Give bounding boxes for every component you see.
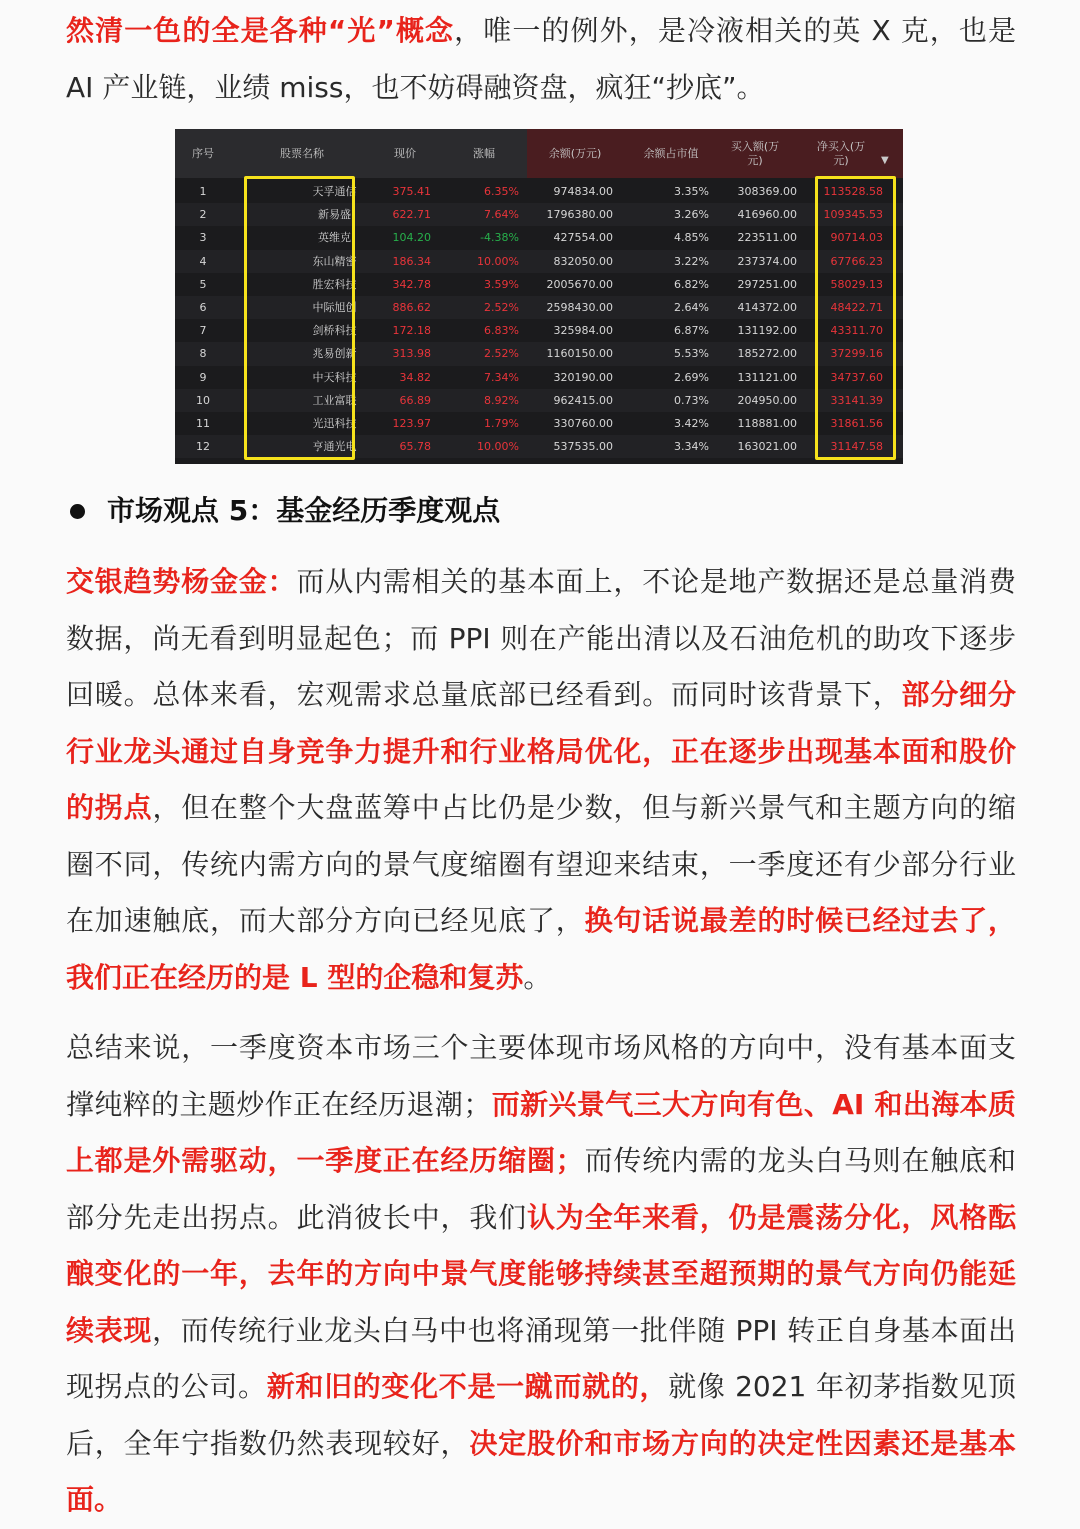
table-cell: 6.87% — [674, 324, 709, 338]
table-cell: 8 — [199, 347, 207, 361]
table-cell: 兆易创新 — [312, 347, 357, 361]
heading-text: 市场观点 5：基金经历季度观点 — [107, 494, 501, 527]
table-cell: 90714.03 — [830, 231, 883, 245]
table-cell: 10.00% — [477, 254, 519, 268]
table-header-cell[interactable]: 余额占市值 — [643, 146, 699, 160]
table-cell: 123.97 — [392, 417, 431, 430]
table-cell: 7.34% — [484, 370, 519, 384]
table-cell: 8.92% — [484, 393, 519, 407]
table-cell: 65.78 — [399, 440, 431, 454]
table-cell: 5.53% — [674, 347, 709, 361]
table-cell: 3 — [199, 231, 207, 245]
table-cell: 34.82 — [399, 370, 431, 384]
table-cell: 中际旭创 — [312, 301, 357, 314]
table-cell: 3.59% — [484, 277, 519, 291]
table-cell: 962415.00 — [553, 393, 613, 407]
table-cell: 1796380.00 — [546, 208, 613, 222]
net-buy-column-highlight-box — [815, 176, 896, 460]
table-cell: 109345.53 — [823, 208, 883, 222]
sort-desc-icon[interactable]: ▼ — [881, 155, 889, 166]
table-cell: 1160150.00 — [546, 347, 613, 361]
table-cell: 3.26% — [674, 208, 709, 222]
table-cell: 537535.00 — [553, 440, 613, 454]
table-cell: 11 — [196, 417, 210, 430]
table-cell: 375.41 — [392, 185, 431, 198]
body-text: 总结来说，一季度资本市场三个主要体现市场风格的方向中，没有基本面支撑纯粹的主题炒作正在经历退潮； — [66, 1031, 1016, 1121]
section-heading — [66, 486, 500, 536]
table-cell: 3.35% — [674, 185, 709, 198]
table-cell: 427554.00 — [553, 231, 613, 245]
intro-text: ，唯一的例外，是冷液相关的英 X 克，也是 AI 产业链，业绩 miss，也不妨碍融资盘，疯狂“抄底”。 — [66, 14, 1016, 104]
table-cell: 832050.00 — [553, 254, 613, 268]
table-cell: 66.89 — [399, 393, 431, 407]
table-header-cell[interactable]: 余额(万元) — [548, 146, 602, 160]
table-cell: 297251.00 — [737, 277, 797, 291]
table-cell: 1.79% — [484, 417, 519, 430]
table-header-cell[interactable]: 买入额(万元) — [730, 139, 780, 167]
table-cell: 新易盛 — [318, 208, 351, 222]
highlight-text: 交银趋势杨金金： — [66, 565, 297, 598]
table-cell: 剑桥科技 — [312, 324, 357, 338]
table-cell: 622.71 — [392, 208, 431, 222]
table-cell: 237374.00 — [737, 254, 797, 268]
table-cell: 3.22% — [674, 254, 709, 268]
table-cell: 131121.00 — [737, 370, 797, 384]
body-text: ，但在整个大盘蓝筹中占比仍是少数，但与新兴景气和主题方向的缩圈不同，传统内需方向的景气度缩圈有望迎来结束，一季度还有少部分行业在加速触底，而大部分方向已经见底了， — [66, 791, 1016, 937]
table-cell: 工业富联 — [312, 393, 357, 407]
table-cell: 1 — [199, 185, 207, 198]
table-cell: 2.69% — [674, 370, 709, 384]
table-cell: 163021.00 — [737, 440, 797, 454]
table-cell: 2.64% — [674, 301, 709, 314]
table-header-cell[interactable]: 涨幅 — [473, 146, 495, 160]
table-cell: 7.64% — [484, 208, 519, 222]
table-cell: 33141.39 — [830, 393, 883, 407]
table-cell: 2005670.00 — [546, 277, 613, 291]
summary-paragraph — [66, 1020, 1016, 1529]
table-cell: 325984.00 — [553, 324, 613, 338]
table-cell: 113528.58 — [823, 185, 883, 198]
table-cell: 胜宏科技 — [312, 277, 357, 291]
table-cell: 0.73% — [674, 393, 709, 407]
table-cell: 118881.00 — [737, 417, 797, 430]
table-cell: 中天科技 — [312, 370, 357, 384]
table-cell: 186.34 — [392, 254, 431, 268]
table-cell: 光迅科技 — [312, 417, 357, 430]
highlight-text: 决定股价和市场方向的决定性因素还是基本面。 — [66, 1426, 1016, 1516]
table-cell: 48422.71 — [830, 301, 883, 314]
highlight-text: 新和旧的变化不是一蹴而就的， — [266, 1370, 669, 1403]
table-header-cell[interactable]: 序号 — [192, 146, 214, 160]
table-cell: 37299.16 — [830, 347, 883, 361]
table-header-cell[interactable]: 现价 — [394, 146, 416, 160]
table-cell: 204950.00 — [737, 393, 797, 407]
table-cell: 185272.00 — [737, 347, 797, 361]
table-cell: 2.52% — [484, 301, 519, 314]
intro-highlight: 然清一色的全是各种“光”概念 — [66, 14, 455, 47]
body-text: ，而传统行业龙头白马中也将涌现第一批伴随 PPI 转正自身基本面出现拐点的公司。 — [66, 1313, 1016, 1403]
table-cell: 10 — [196, 393, 210, 407]
table-cell: 974834.00 — [553, 185, 613, 198]
table-cell: 886.62 — [392, 301, 431, 314]
body-text: 。 — [523, 960, 552, 994]
table-header-cell[interactable]: 股票名称 — [280, 146, 324, 160]
table-cell: 172.18 — [392, 324, 431, 338]
highlight-text: 换句话说最差的时候已经过去了，我们正在经历的是 L 型的企稳和复苏 — [66, 904, 1016, 994]
table-cell: 9 — [199, 370, 207, 384]
table-cell: 10.00% — [477, 440, 519, 454]
table-cell: 342.78 — [392, 277, 431, 291]
table-cell: 3.34% — [674, 440, 709, 454]
table-cell: 313.98 — [392, 347, 431, 361]
table-cell: 308369.00 — [737, 185, 797, 198]
table-cell: 414372.00 — [737, 301, 797, 314]
body-text: 而传统内需的龙头白马则在触底和部分先走出拐点。此消彼长中，我们 — [66, 1144, 1016, 1234]
table-cell: 5 — [199, 277, 207, 291]
table-cell: 3.42% — [674, 417, 709, 430]
table-cell: 7 — [199, 324, 207, 338]
table-cell: 104.20 — [392, 231, 431, 245]
table-cell: 2598430.00 — [546, 301, 613, 314]
highlight-text: 而新兴景气三大方向有色、AI 和出海本质上都是外需驱动，一季度正在经历缩圈； — [66, 1087, 1016, 1177]
table-cell: 2 — [199, 208, 207, 222]
intro-paragraph — [66, 3, 1016, 116]
highlight-text: 认为全年来看，仍是震荡分化，风格酝酿变化的一年，去年的方向中景气度能够持续甚至超预期的景气方向仍能延续表现 — [66, 1200, 1016, 1347]
body-text: 而从内需相关的基本面上，不论是地产数据还是总量消费数据，尚无看到明显起色；而 PPI 则在产能出清以及石油危机的助攻下逐步回暖。总体来看，宏观需求总量底部已经看到。而同时该背景下， — [66, 565, 1016, 711]
body-text: 就像 2021 年初茅指数见顶后，全年宁指数仍然表现较好， — [66, 1370, 1016, 1460]
fund-manager-view-paragraph — [66, 554, 1016, 1006]
highlight-text: 部分细分行业龙头通过自身竞争力提升和行业格局优化，正在逐步出现基本面和股价的拐点 — [66, 678, 1016, 824]
table-cell: 4.85% — [674, 231, 709, 245]
table-cell: 43311.70 — [830, 324, 883, 338]
table-cell: 东山精密 — [312, 254, 357, 268]
table-cell: 6.83% — [484, 324, 519, 338]
margin-financing-table — [175, 129, 903, 464]
table-cell: 58029.13 — [830, 277, 883, 291]
table-cell: 416960.00 — [737, 208, 797, 222]
table-cell: 4 — [199, 254, 207, 268]
table-cell: 67766.23 — [830, 254, 883, 268]
table-cell: 亨通光电 — [312, 440, 357, 454]
table-cell: -4.38% — [480, 231, 519, 245]
table-cell: 6.35% — [484, 185, 519, 198]
table-cell: 131192.00 — [737, 324, 797, 338]
table-cell: 英维克 — [318, 231, 351, 245]
table-cell: 31861.56 — [830, 417, 883, 430]
table-cell: 12 — [196, 440, 210, 454]
table-cell: 223511.00 — [737, 231, 797, 245]
table-cell: 2.52% — [484, 347, 519, 361]
table-cell: 6 — [199, 301, 207, 314]
bullet-icon — [70, 504, 85, 519]
table-header-cell[interactable]: 净买入(万元) — [816, 139, 866, 167]
table-cell: 天孚通信 — [312, 185, 357, 198]
table-cell: 6.82% — [674, 277, 709, 291]
table-cell: 31147.58 — [830, 440, 883, 454]
name-column-highlight-box — [244, 176, 355, 460]
table-cell: 320190.00 — [553, 370, 613, 384]
table-cell: 34737.60 — [830, 370, 883, 384]
table-cell: 330760.00 — [553, 417, 613, 430]
